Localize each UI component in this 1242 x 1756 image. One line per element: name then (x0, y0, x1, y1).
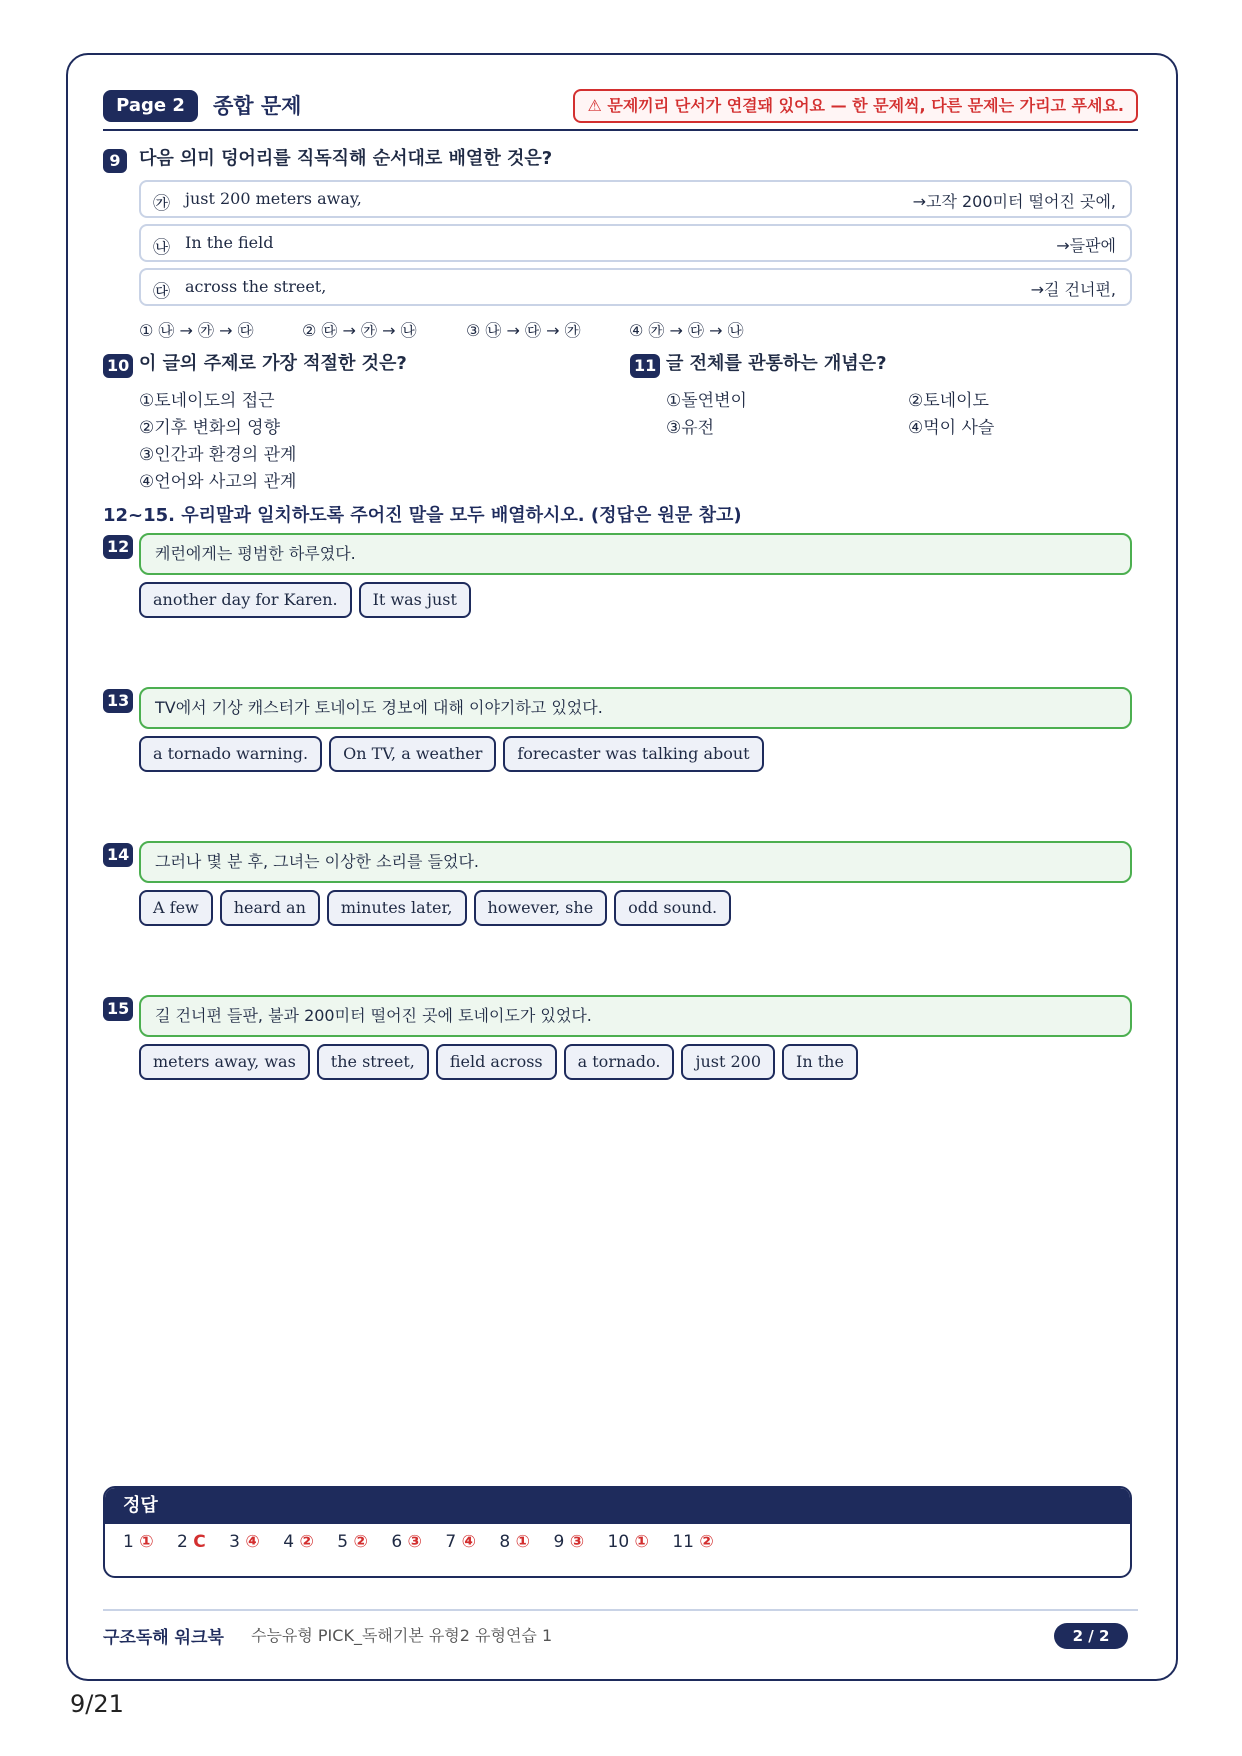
answer-item: 7 ④ (445, 1532, 476, 1552)
option-4[interactable]: ④ ㉮ → ㉰ → ㉯ (629, 321, 744, 340)
word-tile[interactable]: minutes later, (327, 890, 467, 926)
chunk-korean: →고작 200미터 떨어진 곳에, (912, 192, 1116, 211)
option-2[interactable]: ②토네이도 (908, 391, 989, 411)
viewer-page-counter: 9/21 (70, 1690, 124, 1718)
chunk-korean: →길 건너편, (1030, 280, 1116, 299)
answer-key-title: 정답 (105, 1488, 1130, 1524)
chunk-korean: →들판에 (1056, 236, 1116, 255)
option-2[interactable]: ② ㉰ → ㉮ → ㉯ (302, 321, 417, 340)
option-2[interactable]: ②기후 변화의 영향 (139, 418, 281, 438)
korean-sentence-15: 길 건너편 들판, 불과 200미터 떨어진 곳에 토네이도가 있었다. (139, 995, 1132, 1037)
word-tile[interactable]: meters away, was (139, 1044, 310, 1080)
korean-sentence-14: 그러나 몇 분 후, 그녀는 이상한 소리를 들었다. (139, 841, 1132, 883)
question-number-12: 12 (103, 535, 133, 559)
question-number-10: 10 (103, 354, 133, 378)
answer-item: 3 ④ (229, 1532, 260, 1552)
answer-item: 5 ② (337, 1532, 368, 1552)
word-tile[interactable]: On TV, a weather (329, 736, 496, 772)
question-number-9: 9 (103, 149, 127, 173)
page-footer (103, 1609, 1138, 1651)
chunk-english: across the street, (185, 277, 327, 296)
word-tile[interactable]: a tornado. (564, 1044, 675, 1080)
page-title: 종합 문제 (213, 94, 302, 118)
question-9-text: 다음 의미 덩어리를 직독직해 순서대로 배열한 것은? (139, 148, 553, 169)
chunk-ga (139, 180, 1132, 218)
answer-item: 2 C (177, 1532, 206, 1552)
section-title: 12~15. 우리말과 일치하도록 주어진 말을 모두 배열하시오. (정답은 원문 참고) (103, 505, 742, 526)
option-3[interactable]: ③ ㉯ → ㉰ → ㉮ (466, 321, 581, 340)
question-10-text: 이 글의 주제로 가장 적절한 것은? (139, 353, 407, 374)
word-tile[interactable]: forecaster was talking about (503, 736, 763, 772)
footer-brand: 구조독해 워크북 (103, 1628, 224, 1648)
chunk-mark: ㉮ (153, 194, 170, 214)
word-tile[interactable]: odd sound. (614, 890, 731, 926)
footer-subtitle: 수능유형 PICK_독해기본 유형2 유형연습 1 (251, 1626, 553, 1645)
word-tile[interactable]: heard an (220, 890, 320, 926)
word-tile[interactable]: It was just (359, 582, 471, 618)
answer-item: 11 ② (672, 1532, 714, 1552)
word-tiles-13 (139, 736, 771, 772)
word-tiles-14 (139, 890, 738, 926)
korean-sentence-13: TV에서 기상 캐스터가 토네이도 경보에 대해 이야기하고 있었다. (139, 687, 1132, 729)
korean-sentence-12: 케런에게는 평범한 하루였다. (139, 533, 1132, 575)
word-tile[interactable]: another day for Karen. (139, 582, 352, 618)
option-1[interactable]: ①토네이도의 접근 (139, 391, 275, 411)
option-3[interactable]: ③인간과 환경의 관계 (139, 445, 297, 465)
question-number-11: 11 (630, 354, 660, 378)
answer-list (105, 1524, 1130, 1552)
word-tile[interactable]: however, she (474, 890, 608, 926)
answer-item: 1 ① (123, 1532, 154, 1552)
chunk-na (139, 224, 1132, 262)
page-header (103, 89, 1138, 131)
question-number-13: 13 (103, 689, 133, 713)
chunk-da (139, 268, 1132, 306)
word-tile[interactable]: A few (139, 890, 213, 926)
warning-banner: ⚠ 문제끼리 단서가 연결돼 있어요 — 한 문제씩, 다른 문제는 가리고 푸세요. (573, 89, 1138, 123)
page-badge: Page 2 (103, 90, 198, 122)
question-number-15: 15 (103, 997, 133, 1021)
word-tiles-15 (139, 1044, 865, 1080)
answer-key (103, 1486, 1132, 1578)
option-1[interactable]: ① ㉯ → ㉮ → ㉰ (139, 321, 254, 340)
answer-item: 8 ① (499, 1532, 531, 1552)
question-number-14: 14 (103, 843, 133, 867)
chunk-mark: ㉰ (153, 282, 170, 302)
footer-page-badge: 2 / 2 (1054, 1623, 1128, 1649)
answer-item: 4 ② (283, 1532, 314, 1552)
word-tile[interactable]: In the (782, 1044, 858, 1080)
chunk-english: just 200 meters away, (185, 189, 362, 208)
question-11-text: 글 전체를 관통하는 개념은? (666, 353, 887, 374)
chunk-mark: ㉯ (153, 238, 170, 258)
answer-item: 6 ③ (391, 1532, 422, 1552)
option-1[interactable]: ①돌연변이 (666, 391, 747, 411)
word-tile[interactable]: a tornado warning. (139, 736, 322, 772)
word-tile[interactable]: field across (436, 1044, 557, 1080)
word-tile[interactable]: just 200 (681, 1044, 775, 1080)
option-4[interactable]: ④언어와 사고의 관계 (139, 472, 297, 492)
chunk-english: In the field (185, 233, 274, 252)
answer-item: 9 ③ (553, 1532, 585, 1552)
word-tile[interactable]: the street, (317, 1044, 429, 1080)
option-4[interactable]: ④먹이 사슬 (908, 418, 995, 438)
answer-item: 10 ① (607, 1532, 649, 1552)
word-tiles-12 (139, 582, 478, 618)
option-3[interactable]: ③유전 (666, 418, 715, 438)
